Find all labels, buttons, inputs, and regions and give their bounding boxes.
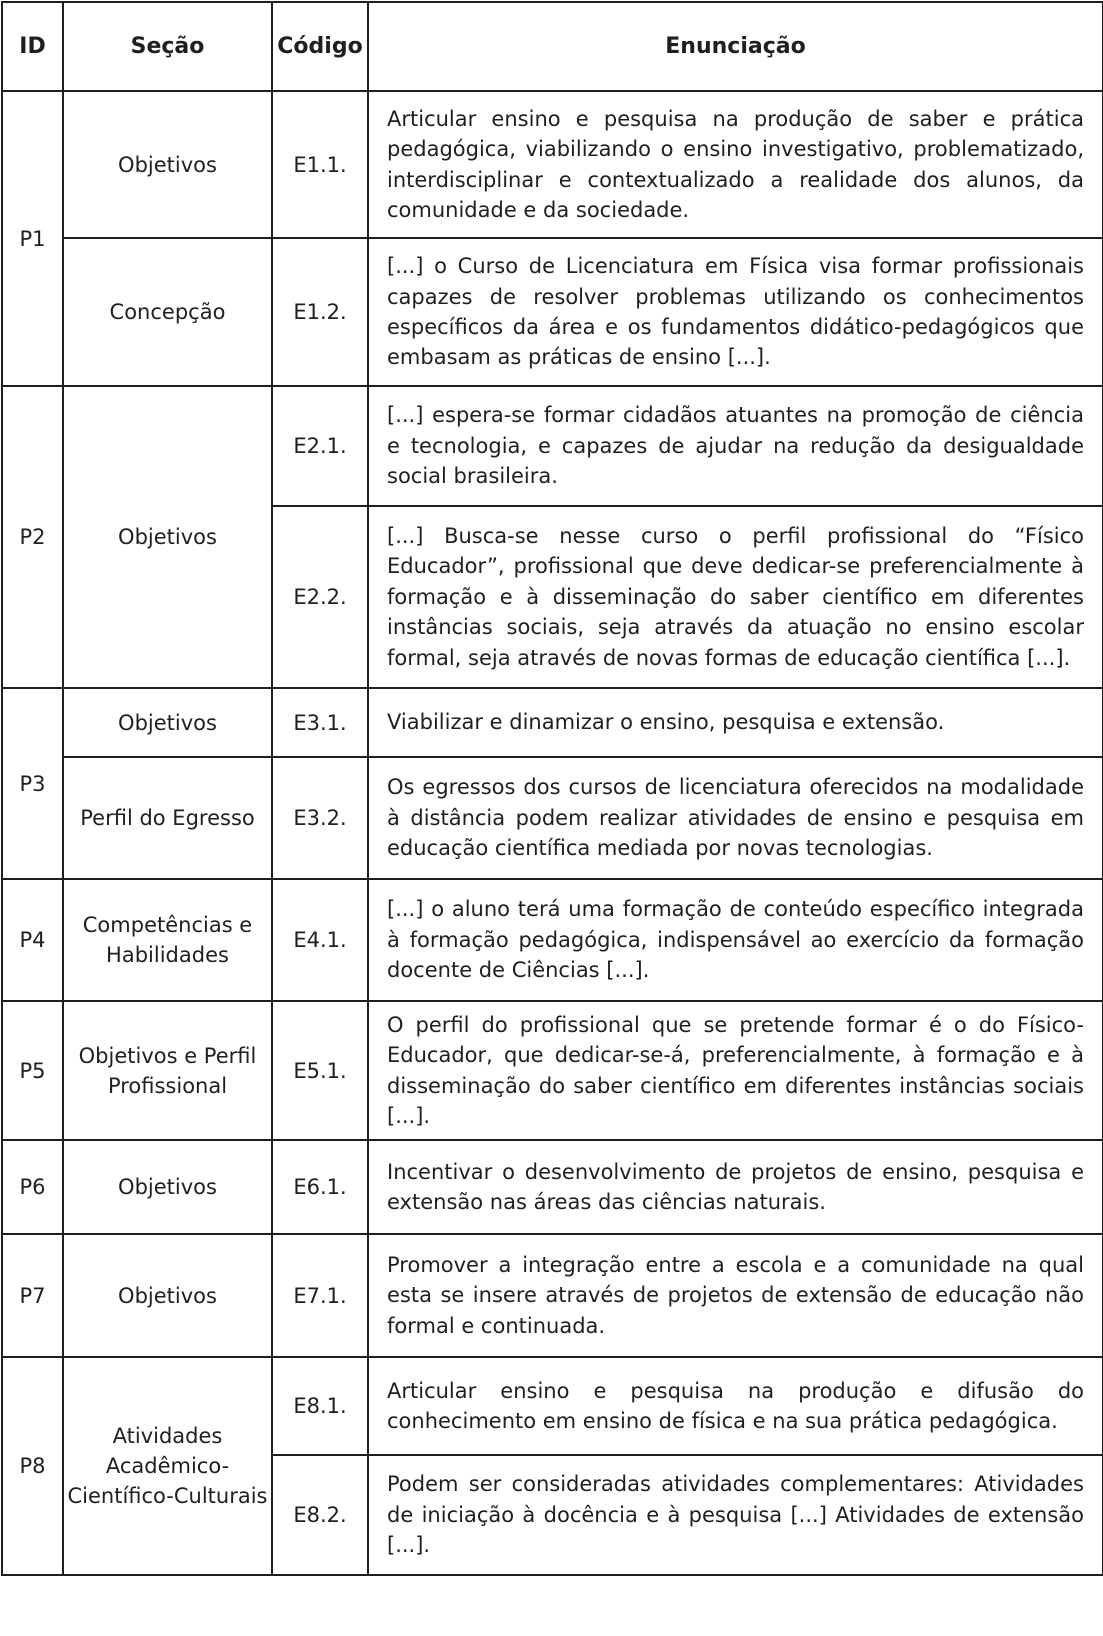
row-secao: Objetivos [63, 1140, 272, 1234]
row-id: P2 [2, 386, 63, 688]
table-row [2, 91, 1103, 238]
row-secao: Objetivos [63, 91, 272, 238]
row-enunciacao: [...] o aluno terá uma formação de conteúdo específico integrada à formação pedagógica, indispensável ao exercício da formação docente de Ciências [...]. [368, 879, 1103, 1001]
row-enunciacao: Articular ensino e pesquisa na produção e difusão do conhecimento em ensino de física e na sua prática pedagógica. [368, 1357, 1103, 1455]
row-secao: Objetivos [63, 386, 272, 688]
row-codigo: E1.1. [272, 91, 368, 238]
row-enunciacao: [...] espera-se formar cidadãos atuantes na promoção de ciência e tecnologia, e capazes de ajudar na redução da desigualdade social brasileira. [368, 386, 1103, 506]
row-secao: Perfil do Egresso [63, 757, 272, 879]
row-secao: Competências e Habilidades [63, 879, 272, 1001]
row-enunciacao: Podem ser consideradas atividades complementares: Atividades de iniciação à docência e à pesquisa [...] Atividades de extensão [...]. [368, 1455, 1103, 1575]
header-codigo: Código [272, 2, 368, 91]
row-enunciacao: [...] o Curso de Licenciatura em Física visa formar profissionais capazes de resolver problemas utilizando os conhecimentos específicos da área e os fundamentos didático-pedagógicos que embasam as práticas de ensino [...]. [368, 238, 1103, 386]
row-enunciacao: Os egressos dos cursos de licenciatura oferecidos na modalidade à distância podem realizar atividades de ensino e pesquisa em educação científica mediada por novas tecnologias. [368, 757, 1103, 879]
row-enunciacao: Incentivar o desenvolvimento de projetos de ensino, pesquisa e extensão nas áreas das ciências naturais. [368, 1140, 1103, 1234]
row-id: P7 [2, 1234, 63, 1357]
row-codigo: E3.1. [272, 688, 368, 757]
row-id: P6 [2, 1140, 63, 1234]
row-id: P8 [2, 1357, 63, 1575]
row-secao: Objetivos e Perfil Profissional [63, 1001, 272, 1140]
header-row [2, 2, 1103, 91]
row-enunciacao: [...] Busca-se nesse curso o perfil profissional do “Físico Educador”, profissional que deve dedicar-se preferencialmente à formação e à disseminação do saber científico em diferentes instâncias sociais, seja através da atuação no ensino escolar formal, seja através de novas formas de educação científica [...]. [368, 506, 1103, 688]
row-secao: Atividades Acadêmico-Científico-Culturais [63, 1357, 272, 1575]
row-id: P1 [2, 91, 63, 386]
table-row [2, 1001, 1103, 1140]
row-codigo: E2.1. [272, 386, 368, 506]
row-codigo: E7.1. [272, 1234, 368, 1357]
header-secao: Seção [63, 2, 272, 91]
row-codigo: E8.1. [272, 1357, 368, 1455]
table-row [2, 386, 1103, 506]
row-enunciacao: Promover a integração entre a escola e a comunidade na qual esta se insere através de projetos de extensão de educação não formal e continuada. [368, 1234, 1103, 1357]
table-row [2, 1140, 1103, 1234]
table-row [2, 1357, 1103, 1455]
row-secao: Objetivos [63, 1234, 272, 1357]
table-row [2, 238, 1103, 386]
row-codigo: E5.1. [272, 1001, 368, 1140]
statements-table [1, 1, 1103, 1576]
row-enunciacao: O perfil do profissional que se pretende formar é o do Físico-Educador, que dedicar-se-á, preferencialmente, à formação e à disseminação do saber científico em diferentes instâncias sociais [...]. [368, 1001, 1103, 1140]
table-row [2, 688, 1103, 757]
header-id: ID [2, 2, 63, 91]
row-enunciacao: Viabilizar e dinamizar o ensino, pesquisa e extensão. [368, 688, 1103, 757]
row-id: P5 [2, 1001, 63, 1140]
table-row [2, 757, 1103, 879]
row-codigo: E4.1. [272, 879, 368, 1001]
row-secao: Concepção [63, 238, 272, 386]
row-id: P3 [2, 688, 63, 879]
header-enunciacao: Enunciação [368, 2, 1103, 91]
row-codigo: E3.2. [272, 757, 368, 879]
row-codigo: E1.2. [272, 238, 368, 386]
row-codigo: E6.1. [272, 1140, 368, 1234]
table-row [2, 879, 1103, 1001]
row-codigo: E2.2. [272, 506, 368, 688]
row-id: P4 [2, 879, 63, 1001]
table-row [2, 1234, 1103, 1357]
row-enunciacao: Articular ensino e pesquisa na produção de saber e prática pedagógica, viabilizando o ensino investigativo, problematizado, interdisciplinar e contextualizado a realidade dos alunos, da comunidade e da sociedade. [368, 91, 1103, 238]
row-codigo: E8.2. [272, 1455, 368, 1575]
row-secao: Objetivos [63, 688, 272, 757]
